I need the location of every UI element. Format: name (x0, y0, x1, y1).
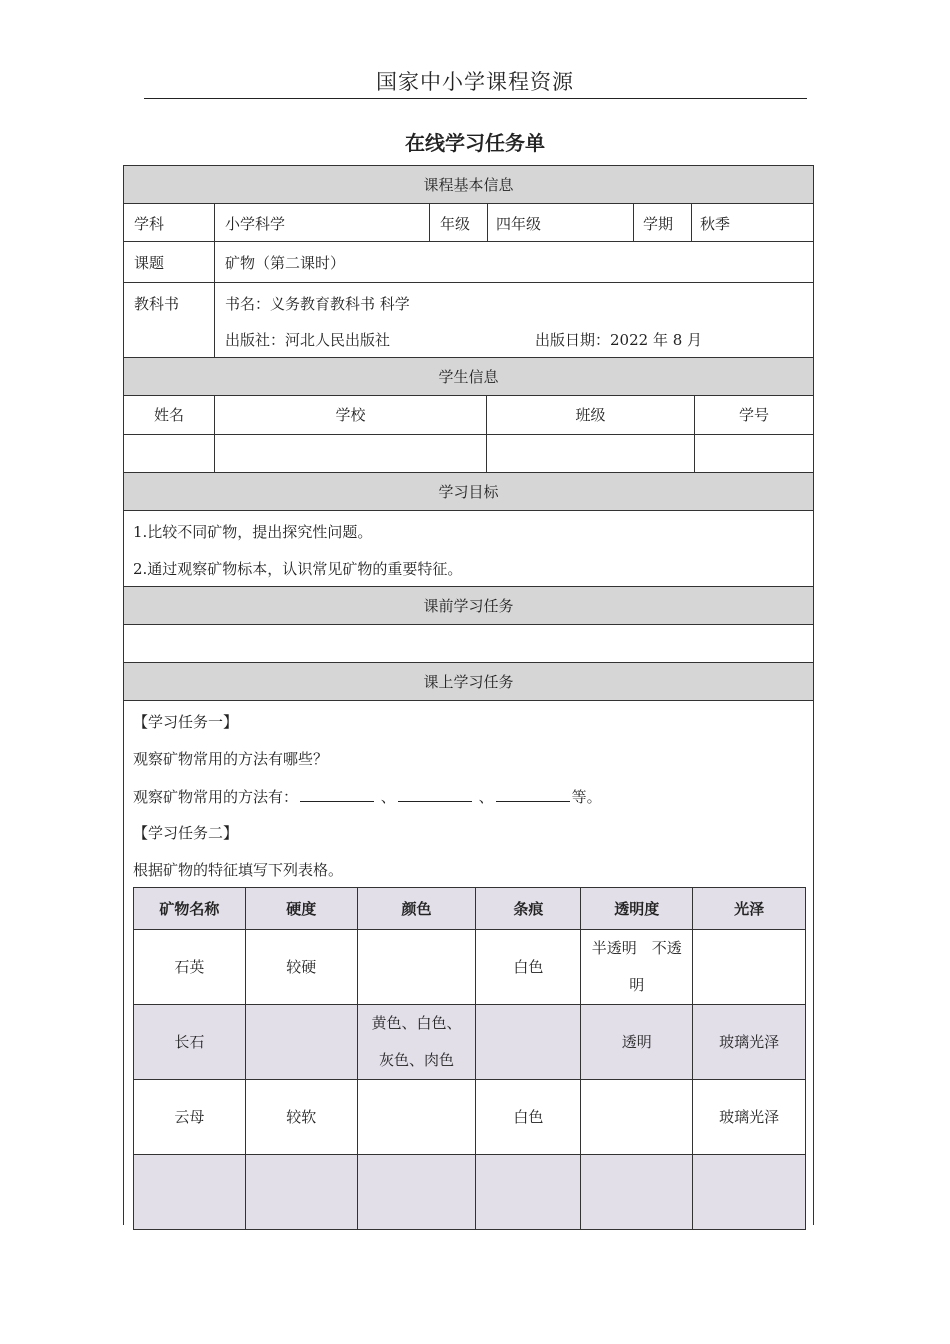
table-cell[interactable] (581, 1080, 693, 1155)
task1-question: 观察矿物常用的方法有哪些？ (133, 750, 329, 768)
header-rule (144, 98, 807, 99)
row-student-headers (124, 396, 813, 435)
term-label: 学期 (643, 215, 674, 233)
term-value: 秋季 (700, 215, 731, 233)
section-course-info: 课程基本信息 (124, 166, 813, 204)
answer-blank-3[interactable] (496, 787, 570, 802)
section-student-info: 学生信息 (124, 358, 813, 396)
table-cell: 白色 (476, 1080, 581, 1155)
table-cell[interactable] (357, 930, 476, 1005)
table-cell: 石英 (134, 930, 246, 1005)
goal-item: 2.通过观察矿物标本，认识常见矿物的重要特征。 (133, 560, 463, 578)
table-cell: 黄色、白色、灰色、肉色 (357, 1005, 476, 1080)
mineral-table (133, 887, 806, 1230)
pre-class-content[interactable] (124, 625, 813, 663)
goal-item: 1.比较不同矿物，提出探究性问题。 (133, 523, 373, 541)
table-cell: 较软 (245, 1080, 357, 1155)
task1-answer-line (133, 786, 602, 807)
table-row (134, 1155, 806, 1230)
table-cell: 白色 (476, 930, 581, 1005)
task1-title: 【学习任务一】 (133, 713, 239, 731)
table-cell: 玻璃光泽 (693, 1080, 806, 1155)
task-sheet (123, 165, 814, 1225)
name-field[interactable] (124, 435, 214, 472)
subject-label: 学科 (134, 215, 165, 233)
header-mineral-name: 矿物名称 (134, 888, 246, 930)
header-streak: 条痕 (476, 888, 581, 930)
grade-value: 四年级 (496, 215, 542, 233)
table-row (134, 1005, 806, 1080)
task2-title: 【学习任务二】 (133, 824, 239, 842)
row-topic (124, 242, 813, 283)
task1-answer-prefix: 观察矿物常用的方法有： (133, 788, 299, 806)
separator: 、 (478, 788, 494, 806)
section-in-class: 课上学习任务 (124, 663, 813, 701)
table-cell[interactable] (245, 1155, 357, 1230)
header-luster: 光泽 (693, 888, 806, 930)
publisher: 出版社：河北人民出版社 (225, 331, 391, 349)
table-cell[interactable] (357, 1080, 476, 1155)
separator: 、 (380, 788, 396, 806)
table-cell[interactable] (476, 1005, 581, 1080)
answer-blank-2[interactable] (398, 787, 472, 802)
class-field[interactable] (486, 435, 694, 472)
header-title: 国家中小学课程资源 (376, 70, 574, 94)
book-name: 书名：义务教育教科书 科学 (225, 295, 410, 313)
table-cell: 较硬 (245, 930, 357, 1005)
table-cell: 半透明 不透明 (581, 930, 693, 1005)
name-label: 姓名 (153, 406, 184, 424)
row-student-inputs (124, 435, 813, 473)
table-header-row (134, 888, 806, 930)
grade-label: 年级 (440, 215, 471, 233)
table-cell[interactable] (693, 930, 806, 1005)
table-cell: 玻璃光泽 (693, 1005, 806, 1080)
table-cell: 云母 (134, 1080, 246, 1155)
student-id-field[interactable] (694, 435, 813, 472)
table-row (134, 1080, 806, 1155)
table-cell[interactable] (245, 1005, 357, 1080)
class-label: 班级 (486, 396, 694, 434)
table-cell[interactable] (693, 1155, 806, 1230)
header-color: 颜色 (357, 888, 476, 930)
publish-date: 出版日期：2022 年 8 月 (535, 331, 703, 349)
school-field[interactable] (214, 435, 486, 472)
school-label: 学校 (214, 396, 486, 434)
answer-blank-1[interactable] (300, 787, 374, 802)
topic-label: 课题 (134, 254, 165, 272)
task1-suffix: 等。 (571, 788, 602, 806)
subject-value: 小学科学 (225, 215, 286, 233)
table-cell: 长石 (134, 1005, 246, 1080)
topic-value: 矿物（第二课时） (225, 254, 346, 272)
textbook-label: 教科书 (134, 295, 180, 313)
header-hardness: 硬度 (245, 888, 357, 930)
table-cell[interactable] (476, 1155, 581, 1230)
row-subject (124, 204, 813, 242)
table-row (134, 930, 806, 1005)
table-cell[interactable] (134, 1155, 246, 1230)
header-transparency: 透明度 (581, 888, 693, 930)
table-cell[interactable] (357, 1155, 476, 1230)
student-id-label: 学号 (694, 396, 813, 434)
section-goals: 学习目标 (124, 473, 813, 511)
document-title: 在线学习任务单 (405, 131, 545, 155)
section-pre-class: 课前学习任务 (124, 587, 813, 625)
row-textbook (124, 283, 813, 358)
task2-instruction: 根据矿物的特征填写下列表格。 (133, 861, 344, 879)
table-cell[interactable] (581, 1155, 693, 1230)
table-cell: 透明 (581, 1005, 693, 1080)
row-goals (124, 511, 813, 587)
